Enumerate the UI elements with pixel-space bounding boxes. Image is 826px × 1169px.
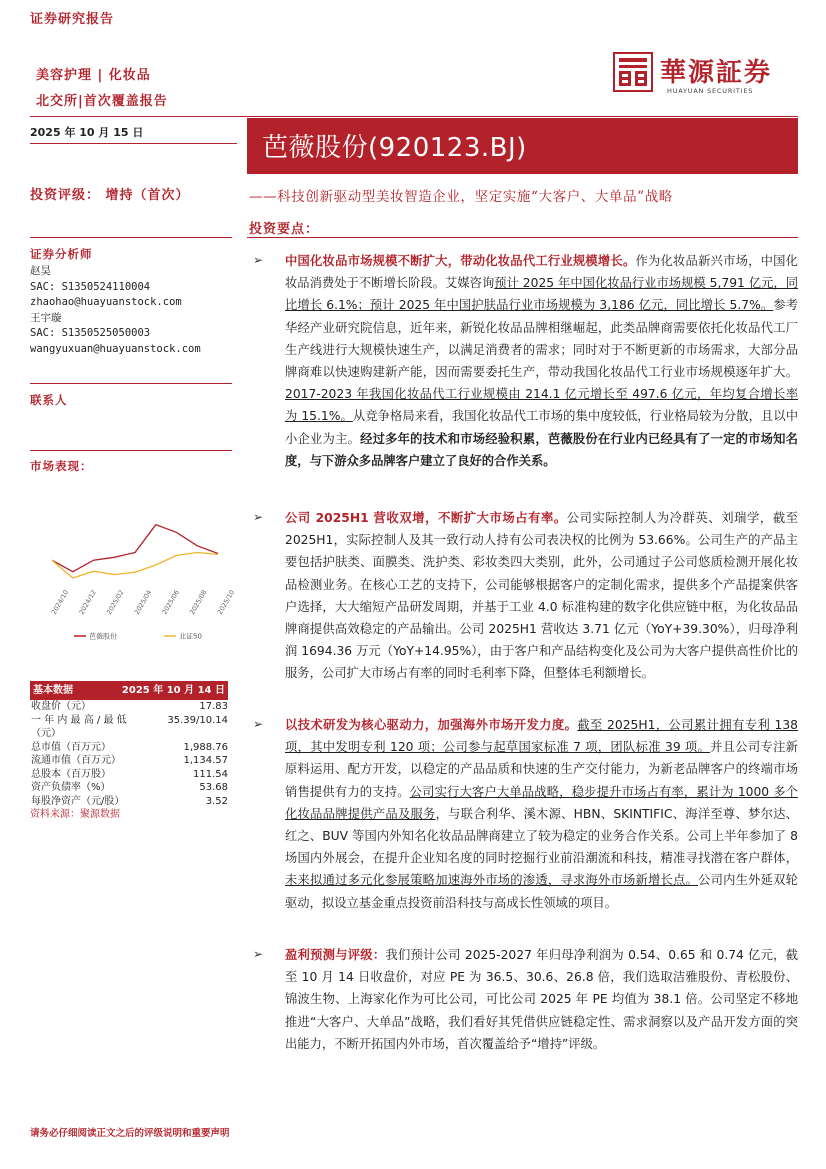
report-type-label: 证券研究报告 <box>30 12 115 27</box>
key-point-market <box>253 250 798 472</box>
analyst-name: 赵昊 <box>30 265 51 277</box>
basic-data-row <box>30 768 228 782</box>
market-performance-heading: 市场表现： <box>30 459 93 473</box>
disclaimer-footer: 请务必仔细阅读正文之后的评级说明和重要声明 <box>30 1128 230 1139</box>
key-point-rnd <box>253 714 798 914</box>
analyst-list <box>30 264 201 357</box>
x-tick-label: 2025/08 <box>188 588 209 616</box>
text-run: 作为化妆品新兴市场，中国化妆品消费处于不断增长阶段。艾媒咨询 <box>285 254 798 291</box>
text-run: 中国化妆品市场规模不断扩大，带动化妆品代工行业规模增长。 <box>285 254 636 268</box>
logo-wordmark: 華源証券 <box>660 58 773 88</box>
legend-label: 北证50 <box>179 632 202 641</box>
basic-data-row <box>30 795 228 809</box>
analyst-divider-top <box>30 237 232 238</box>
basic-data-header <box>30 681 228 700</box>
basic-data-key: 流通市值（百万元） <box>31 755 121 766</box>
x-tick-label: 2025/06 <box>160 588 181 616</box>
basic-data-value: 53.68 <box>199 782 228 793</box>
text-run: 经过多年的技术和市场经验积累，芭薇股份在行业内已经具有了一定的市场知名度，与下游众多品牌客户建立了良好的合作关系。 <box>285 431 798 468</box>
basic-data-key: 资产负债率（%） <box>31 782 111 793</box>
report-title: 芭薇股份(920123.BJ) <box>262 133 527 163</box>
basic-data-table <box>30 681 228 822</box>
key-points-divider <box>247 237 798 238</box>
paragraph-rnd <box>253 714 798 914</box>
analysts-heading: 证券分析师 <box>30 247 93 261</box>
text-run: 公司实行大客户大单品战略，稳步提升市场占有率，累计为 1000 多个化妆品品牌提供产品及服务 <box>285 784 798 821</box>
investment-rating: 投资评级： 增持（首次） <box>30 188 190 203</box>
text-run: 未来拟通过多元化参展策略加速海外市场的渗透，寻求海外市场新增长点。 <box>285 873 699 888</box>
basic-data-key: 收盘价（元） <box>31 701 91 712</box>
basic-data-key: 总市值（百万元） <box>31 741 111 753</box>
basic-data-value: 1,134.57 <box>183 755 228 766</box>
date-divider <box>30 143 237 144</box>
arrow-bullet-icon: ➢ <box>253 253 264 267</box>
analyst-sac: SAC: S1350525050003 <box>30 327 151 339</box>
text-run: 公司内生外延双轮驱动，拟设立基金重点投资前沿科技与高成长性领域的项目。 <box>285 873 798 910</box>
report-date: 2025 年 10 月 15 日 <box>30 126 144 139</box>
arrow-bullet-icon: ➢ <box>253 717 264 731</box>
industry-label: 美容护理 | 化妆品 <box>36 68 151 83</box>
arrow-bullet-icon: ➢ <box>253 947 264 961</box>
basic-data-value: 35.39/10.14 <box>167 714 228 726</box>
basic-data-key: 一 年 内 最 高 / 最 低 <box>31 714 127 726</box>
report-subtitle: ——科技创新驱动型美妆智造企业，坚定实施“大客户、大单品”战略 <box>249 189 673 205</box>
series-line-1 <box>52 553 218 579</box>
x-tick-label: 2025/02 <box>105 588 126 616</box>
basic-data-value: 17.83 <box>199 701 228 712</box>
basic-data-value: 3.52 <box>205 795 228 807</box>
basic-data-row <box>30 754 228 768</box>
key-point-revenue <box>253 507 798 685</box>
text-run: 以技术研发为核心驱动力，加强海外市场开发力度。 <box>285 718 578 732</box>
text-run: ，与联合利华、溪木源、HBN、SKINTIFIC、海洋至尊、梦尔达、红之、BUV 等国内外知名化妆品品牌商建立了较为稳定的业务合作关系。公司上半年参加了 8 场国内外展会，在提升企业知名度的同时挖掘行业前沿潮流和科技，精准寻找潜在客户群体， <box>285 806 798 866</box>
basic-data-key: 总股本（百万股） <box>31 768 111 780</box>
text-run: 2017-2023 年我国化妆品代工行业规模由 214.1 亿元增长至 497.6 亿元，年均复合增长率为 15.1%。 <box>285 387 798 424</box>
x-tick-label: 2024/12 <box>77 588 98 616</box>
market-label: 北交所|首次覆盖报告 <box>36 94 168 109</box>
data-source: 资料来源：聚源数据 <box>30 809 120 820</box>
contact-heading: 联系人 <box>30 393 68 407</box>
basic-data-value: 1,988.76 <box>183 741 228 753</box>
text-run: 参考华经产业研究院信息，近年来，新锐化妆品品牌相继崛起，此类品牌商需要依托化妆品代工厂生产线进行大规模快速生产，以满足消费者的需求；同时对于不断更新的市场需求，大部分品牌商难以快速购建新产能，因而需要委托生产，带动我国化妆品代工行业市场规模逐年扩大。 <box>285 298 798 380</box>
key-points-heading: 投资要点： <box>249 222 320 237</box>
basic-data-date: 2025 年 10 月 14 日 <box>121 685 225 696</box>
text-run: 盈利预测与评级： <box>285 948 386 962</box>
text-run: 公司 2025H1 营收双增，不断扩大市场占有率。 <box>285 511 567 525</box>
header-divider <box>30 116 798 117</box>
basic-data-row <box>30 741 228 755</box>
basic-data-key: 每股净资产（元/股） <box>31 795 125 807</box>
x-tick-label: 2024/10 <box>49 588 71 616</box>
text-run: 预计 2025 年中国化妆品行业市场规模 5,791 亿元，同比增长 6.1%；预计 2025 年中国护肤品行业市场规模为 3,186 亿元，同比增长 5.7%。 <box>285 276 798 313</box>
basic-data-row <box>30 781 228 795</box>
basic-data-title: 基本数据 <box>33 685 73 696</box>
analyst-sac: SAC: S1350524110004 <box>30 280 151 293</box>
x-tick-label: 2025/10 <box>215 588 237 616</box>
huayuan-logo-icon <box>613 52 653 92</box>
text-run: 并且公司专注新原料运用、配方开发，以稳定的产品品质和快速的生产交付能力，为新老品牌客户的终端市场销售提供有力的支持。 <box>285 740 798 799</box>
basic-data-row <box>30 700 228 714</box>
series-line-0 <box>52 525 218 572</box>
x-tick-label: 2025/04 <box>132 588 154 616</box>
basic-data-value: 111.54 <box>193 768 228 780</box>
basic-data-row <box>30 714 228 728</box>
market-performance-chart <box>30 487 237 649</box>
basic-data-row <box>30 727 228 741</box>
basic-data-key: （元） <box>31 728 61 739</box>
contact-divider <box>30 383 232 384</box>
paragraph-revenue <box>253 507 798 685</box>
paragraph-forecast <box>253 944 798 1055</box>
text-run: 截至 2025H1，公司累计拥有专利 138 项，其中发明专利 120 项；公司参与起草国家标准 7 项，团队标准 39 项。 <box>285 718 798 755</box>
analyst-email[interactable]: wangyuxuan@huayuanstock.com <box>30 342 201 355</box>
logo-english: HUAYUAN SECURITIES <box>667 87 754 95</box>
key-point-forecast <box>253 944 798 1055</box>
legend-label: 芭薇股份 <box>89 632 117 641</box>
text-run: 从竞争格局来看，我国化妆品代工市场的集中度较低，行业格局较为分散，且以中小企业为主。 <box>285 409 798 446</box>
analyst-name: 王宇璇 <box>30 311 62 324</box>
analyst-email[interactable]: zhaohao@huayuanstock.com <box>30 296 182 308</box>
text-run: 我们预计公司 2025-2027 年归母净利润为 0.54、0.65 和 0.74 亿元，截至 10 月 14 日收盘价，对应 PE 为 36.5、30.6、26.8 倍，我们选取洁雅股份、青松股份、锦波生物、上海家化作为可比公司，可比公司 2025 年 PE 均值为 38.1 倍。公司坚定不移地推进“大客户、大单品”战略，我们看好其凭借供应链稳定性、需求洞察以及产品开发方面的突出能力，不断开拓国内外市场，首次覆盖给予“增持”评级。 <box>285 948 798 1051</box>
market-divider <box>30 450 232 451</box>
arrow-bullet-icon: ➢ <box>253 510 264 524</box>
paragraph-market <box>253 250 798 472</box>
text-run: 公司实际控制人为冷群英、刘瑞学，截至 2025H1，实际控制人及其一致行动人持有公司表决权的比例为 53.66%。公司生产的产品主要包括护肤类、面膜类、洗护类、彩妆类四大类别，此外，公司通过子公司悠质检测开展化妆品检测业务。在核心工艺的支持下，公司能够根据客户的定制化需求，提供多个产品提案供客户选择，大大缩短产品研发周期，并基于工业 4.0 标准构建的数字化供应链中枢，为化妆品品牌商提供高效稳定的产品输出。公司 2025H1 营收达 3.71 亿元（YoY+39.30%），归母净利润 1694.36 万元（YoY+14.95%），由于客户和产品结构变化及公司为大客户提供高性价比的服务，公司扩大市场占有率的同时毛利率下降，但整体毛利额增长。 <box>285 511 798 681</box>
